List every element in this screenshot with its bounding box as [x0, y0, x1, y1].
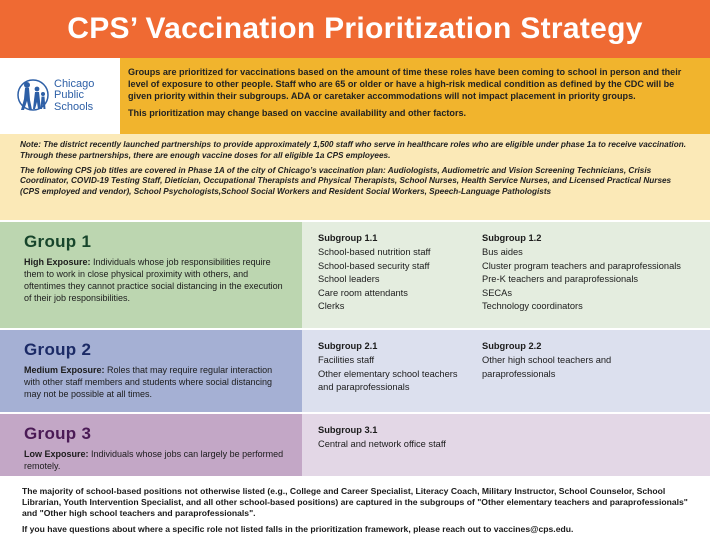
group-3-description — [24, 448, 288, 472]
subgroup-3-1-title: Subgroup 3.1 — [318, 425, 378, 435]
note-box — [0, 134, 710, 220]
group-1-description — [24, 256, 288, 304]
subgroup-item: School leaders — [318, 274, 380, 285]
group-1-exposure: High Exposure: — [24, 257, 91, 267]
subgroup-item: Central and network office staff — [318, 439, 446, 450]
group-1-description-text: Individuals whose job responsibilities require them to work in close physical proximity with others, and oftentimes they cannot practice social distancing in the execution of their job responsibilities. — [24, 257, 283, 303]
subgroup-2-2-title: Subgroup 2.2 — [482, 341, 542, 351]
note-paragraph-1: Note: The district recently launched partnerships to provide approximately 1,500 staff who serve in healthcare roles who are eligible under phase 1a to receive vaccination. Through these partnerships, there are enough vaccine doses for all eligible 1a CPS employees. — [20, 140, 686, 160]
footer-paragraph-1: The majority of school-based positions not otherwise listed (e.g., College and Career Specialist, Literacy Coach, Military Instructor, School Counselor, School Librarian, Youth Intervention Specialist, and all other school-based positions) are captured in the subgroups of "Other elementary teachers and paraprofessionals" and "Other high school teachers and paraprofessionals". — [22, 486, 688, 519]
cps-logo — [0, 58, 120, 134]
group-3-row — [0, 412, 710, 476]
subgroup-3-1 — [318, 424, 578, 470]
subgroup-item: Cluster program teachers and paraprofessionals — [482, 260, 681, 271]
subgroup-item: Technology coordinators — [482, 301, 583, 312]
subgroup-item: Pre-K teachers and paraprofessionals — [482, 274, 639, 285]
subgroup-item: Other high school teachers and paraprofessionals — [482, 355, 612, 379]
title-banner — [0, 0, 710, 58]
subgroup-1-1-title: Subgroup 1.1 — [318, 233, 378, 243]
group-2-row — [0, 328, 710, 412]
logo-line-1: Chicago — [54, 77, 95, 90]
subgroup-1-2 — [482, 232, 682, 322]
note-paragraph-2: The following CPS job titles are covered in Phase 1A of the city of Chicago’s vaccination plan: Audiologists, Audiometric and Vision Screening Technicians, Crisis Coordinator, COVID-19 Testing Staff, Dietician, Occupational Therapists and Physical Therapists, School Nurses, Health Service Nurses, and Licensed Practical Nurses (CPS employed and vendor), School Psychologists,School Social Workers and Resident Social Workers, Speech-Language Pathologists — [20, 165, 672, 197]
subgroup-item: Care room attendants — [318, 287, 408, 298]
footer-notes — [0, 478, 710, 548]
logo-line-2: Public — [54, 89, 84, 102]
subgroup-item: SECAs — [482, 287, 512, 298]
intro-section — [0, 58, 710, 134]
group-2-subgroups — [302, 330, 710, 412]
group-1-title: Group 1 — [24, 232, 92, 251]
subgroup-2-1 — [318, 340, 482, 406]
subgroup-item: School-based security staff — [318, 260, 430, 271]
subgroup-1-2-title: Subgroup 1.2 — [482, 233, 542, 243]
page-title: CPS’ Vaccination Prioritization Strategy — [67, 12, 643, 45]
subgroup-item: Clerks — [318, 301, 345, 312]
subgroup-2-2 — [482, 340, 682, 406]
group-3-exposure: Low Exposure: — [24, 449, 89, 459]
subgroup-item: Bus aides — [482, 247, 523, 258]
group-2-description-text: Roles that may require regular interaction with other staff members and students where social distancing may not be possible at all times. — [24, 365, 273, 399]
group-2-title: Group 2 — [24, 340, 92, 359]
group-2-exposure: Medium Exposure: — [24, 365, 105, 375]
group-1-row — [0, 220, 710, 328]
subgroup-item: Other elementary school teachers and paraprofessionals — [318, 368, 458, 393]
subgroup-2-1-title: Subgroup 2.1 — [318, 341, 378, 351]
logo-line-3: Schools — [54, 100, 94, 113]
subgroup-1-1 — [318, 232, 482, 322]
group-2-description — [24, 364, 288, 400]
group-1-summary — [0, 222, 302, 328]
group-1-subgroups — [302, 222, 710, 328]
group-3-description-text: Individuals whose jobs can largely be performed remotely. — [24, 449, 284, 471]
group-3-subgroups — [302, 414, 710, 476]
footer-paragraph-2: If you have questions about where a specific role not listed falls in the prioritization framework, please reach out to vaccines@cps.edu. — [22, 523, 574, 534]
group-3-summary — [0, 414, 302, 476]
subgroup-item: School-based nutrition staff — [318, 247, 431, 258]
cps-logo-figures-icon — [16, 76, 50, 116]
intro-text — [120, 58, 710, 134]
intro-paragraph-2: This prioritization may change based on vaccine availability and other factors. — [128, 108, 467, 118]
intro-paragraph-1: Groups are prioritized for vaccinations based on the amount of time these roles have been coming to school in person and their level of exposure to other people. Staff who are 65 or older or have a high-risk medical condition as defined by the CDC will be given priority within their subgroups. ADA or caretaker accommodations will not impact placement in priority groups. — [128, 67, 682, 101]
group-3-title: Group 3 — [24, 424, 92, 443]
subgroup-item: Facilities staff — [318, 355, 375, 366]
group-2-summary — [0, 330, 302, 412]
logo-wordmark — [54, 79, 94, 114]
